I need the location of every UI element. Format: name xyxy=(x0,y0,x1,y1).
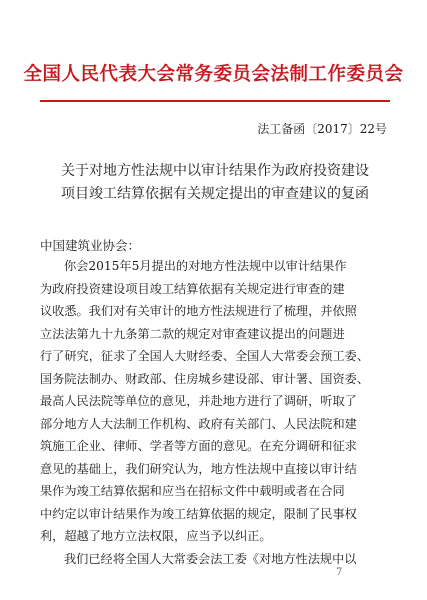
page-number-mark: 7 xyxy=(336,567,343,578)
body-line: 我们已经将全国人大常委会法工委《对地方性法规中以 xyxy=(64,551,357,566)
body-line: 立法法第九十九条第二款的规定对审查建议提出的问题进 xyxy=(40,326,345,341)
body-text xyxy=(40,255,388,570)
body-line: 为政府投资建设项目竣工结算依据有关规定进行审查的建 xyxy=(40,281,345,296)
body-line: 最高人民法院等单位的意见，并赴地方进行了调研，听取了 xyxy=(40,394,357,408)
document-number: 法工备函〔2017〕22号 xyxy=(257,122,387,136)
body-line: 筑施工企业、律师、学者等方面的意见。在充分调研和征求 xyxy=(40,439,357,453)
document-title xyxy=(40,160,390,206)
body-line: 行了研究，征求了全国人大财经委、全国人大常委会预工委、 xyxy=(40,349,370,363)
document-title-line-2: 项目竣工结算依据有关规定提出的审查建议的复函 xyxy=(61,186,369,202)
red-divider-line xyxy=(40,100,390,102)
body-line: 你会2015年5月提出的对地方性法规中以审计结果作 xyxy=(64,259,347,273)
body-line: 中约定以审计结果作为竣工结算依据的规定，限制了民事权 xyxy=(40,506,357,521)
body-line: 利，超越了地方立法权限，应当予以纠正。 xyxy=(40,529,272,543)
body-line: 议收悉。我们对有关审计的地方性法规进行了梳理，并依照 xyxy=(40,304,357,318)
body-line: 果作为竣工结算依据和应当在招标文件中载明或者在合同 xyxy=(40,484,345,498)
issuer-header: 全国人民代表大会常务委员会法制工作委员会 xyxy=(23,64,404,85)
body-line: 部分地方人大法制工作机构、政府有关部门、人民法院和建 xyxy=(40,416,357,431)
addressee: 中国建筑业协会： xyxy=(40,238,141,253)
document-title-line-1: 关于对地方性法规中以审计结果作为政府投资建设 xyxy=(61,163,369,179)
body-line: 国务院法制办、财政部、住房城乡建设部、审计署、国资委、 xyxy=(40,371,370,386)
body-line: 意见的基础上，我们研究认为，地方性法规中直接以审计结 xyxy=(40,461,357,476)
